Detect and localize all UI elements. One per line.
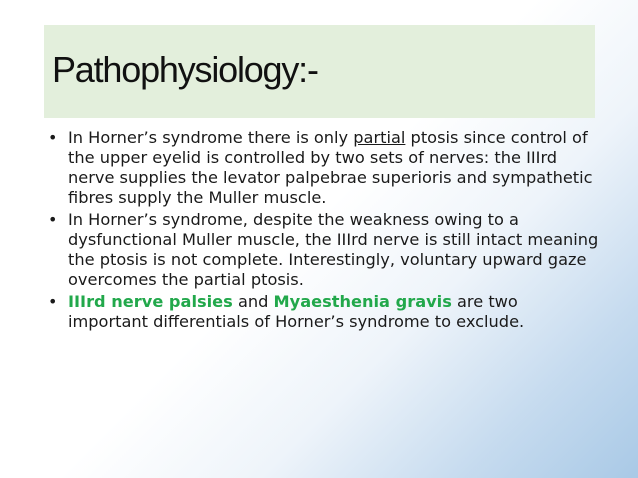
bullet-list bbox=[48, 128, 600, 334]
bullet-marker: • bbox=[48, 128, 58, 147]
bullet-item-1 bbox=[48, 128, 600, 208]
bullet-marker: • bbox=[48, 292, 58, 311]
title-band bbox=[44, 25, 595, 118]
bullet-marker: • bbox=[48, 210, 58, 229]
bullet-3-text-mid: and bbox=[232, 292, 274, 311]
bullet-item-2 bbox=[48, 210, 600, 290]
bullet-3-highlight-2: Myaesthenia gravis bbox=[273, 292, 452, 311]
bullet-item-3 bbox=[48, 292, 600, 332]
bullet-3-text-after: are two important differentials of Horner’s syndrome to exclude. bbox=[68, 292, 525, 331]
bullet-3-highlight-1: IIIrd nerve palsies bbox=[68, 292, 233, 311]
bullet-1-text-before: In Horner’s syndrome there is only bbox=[68, 128, 354, 147]
bullet-2-text: In Horner’s syndrome, despite the weakness owing to a dysfunctional Muller muscle, the IIIrd nerve is still intact meaning the ptosis is not complete. Interestingly, voluntary upward gaze overcomes the partial ptosis. bbox=[68, 210, 599, 289]
bullet-1-text-after: ptosis since control of the upper eyelid is controlled by two sets of nerves: the IIIrd nerve supplies the levator palpebrae superioris and sympathetic fibres supply the Muller muscle. bbox=[68, 128, 593, 207]
bullet-1-underlined-word: partial bbox=[353, 128, 406, 147]
slide-title: Pathophysiology:- bbox=[52, 49, 318, 90]
